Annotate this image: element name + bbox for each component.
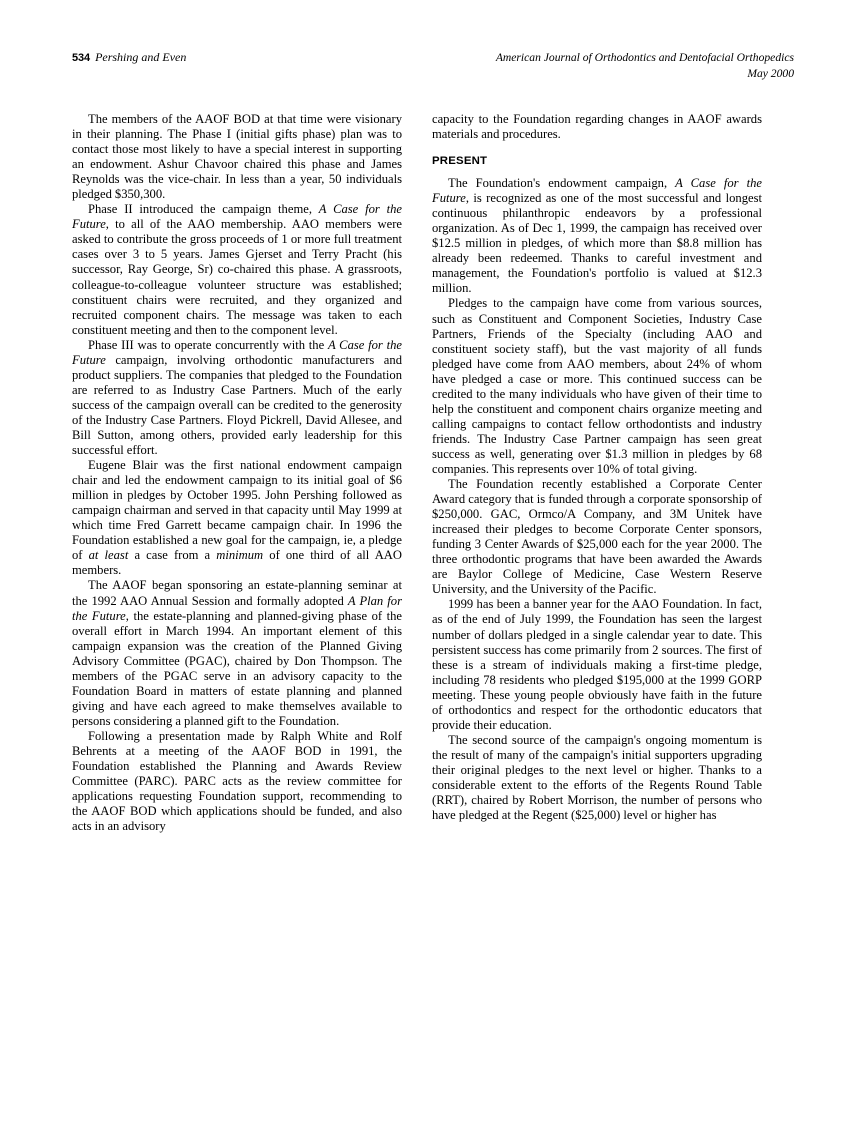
italic-title: at least [88, 548, 129, 563]
text-run: campaign, involving orthodontic manufacturers and product suppliers. The companies that pledged to the Foundation are referred to as Industry Case Partners. Much of the early success of the campaign overall can be credited to the generosity of the Industry Case Partners. Floyd Pickrell, David Allesee, and Bill Sutton, among others, provided early leadership for this successful effort. [72, 352, 402, 458]
text-run: Eugene Blair was the first national endowment campaign chair and led the endowment campaign to its initial goal of $6 million in pledges by October 1995. John Pershing followed as campaign chairman and served in that capacity until May 1999 at which time Fred Garrett became campaign chair. In 1996 the Foundation established a new goal for the campaign, ie, a pledge of [72, 458, 402, 563]
text-run: Pledges to the campaign have come from various sources, such as Constituent and Component Societies, Industry Case Partners, Friends of the Specialty (including AAO and constituent society staff), but the vast majority of all funds pledged have come from AAO members, about 24% of whom have pledged a case or more. This continued success can be credited to the many individuals who have given of their time to help the constituent and component chairs organize meeting and calling campaigns to contact fellow orthodontists and industry friends. The Industry Case Partner campaign has seen great success as well, generating over $1.3 million in pledges by 68 companies. This represents over 10% of total giving. [432, 296, 762, 476]
italic-title: A Case for the Future, [72, 202, 402, 232]
paragraph [72, 112, 402, 202]
text-run: The Foundation recently established a Corporate Center Award category that is funded through a corporate sponsorship of $250,000. GAC, Ormco/A Company, and 3M Unitek have increased their pledges to become Corporate Center sponsors, funding 3 Center Awards of $25,000 each for the year 2000. The three orthodontic programs that have been awarded the Awards are Baylor College of Medicine, Case Western Reserve University, and the University of the Pacific. [432, 477, 762, 597]
running-head-authors: Pershing and Even [95, 50, 187, 64]
right-column-paragraphs [432, 176, 762, 823]
paragraph [432, 477, 762, 597]
column-right [432, 112, 762, 823]
paragraph [432, 733, 762, 823]
running-head-right [496, 50, 794, 82]
text-run: Phase III was to operate concurrently with the [88, 337, 328, 352]
issue-date: May 2000 [747, 67, 794, 80]
paragraph [72, 338, 402, 458]
text-run: The Foundation's endowment campaign, [448, 176, 676, 191]
section-heading-present: PRESENT [432, 155, 488, 168]
running-head-left [72, 50, 186, 65]
paragraph [432, 176, 762, 296]
paragraph [72, 578, 402, 728]
text-run: to all of the AAO membership. AAO members were asked to contribute the gross proceeds of 1 or more full treatment cases over 3 to 5 years. James Gjerset and Terry Pracht (his successor, Ray George, Sr) co-chaired this phase. A grassroots, colleague-to-colleague volunteer structure was established; constituent chairs were recruited, and they organized and recruited component chairs. The message was taken to each constituent meeting and then to the component level. [72, 217, 402, 337]
right-column-continuation [432, 112, 762, 142]
left-column-paragraphs [72, 112, 402, 834]
paragraph [432, 296, 762, 477]
text-run: a case from a [128, 548, 217, 563]
text-run: 1999 has been a banner year for the AAO Foundation. In fact, as of the end of July 1999, the Foundation has seen the largest number of dollars pledged in a single calendar year to date. This persistent success has come primarily from 2 sources. The first of these is a stream of individuals making a first-time pledge, including 78 residents who pledged $195,000 at the 1999 GORP meeting. These young people obviously have faith in the future of orthodontics and respect for the orthodontic educators that provide their education. [432, 597, 762, 732]
text-run: of one third of all AAO members. [72, 548, 402, 578]
text-run: , is recognized as one of the most successful and longest continuous philanthropic endeavors by a professional organization. As of Dec 1, 1999, the campaign has received over $12.5 million in pledges, of which more than $8.8 million has already been redeemed. Thanks to careful investment and management, the Foundation's portfolio is valued at $12.3 million. [432, 191, 762, 296]
italic-title: A Case for the Future [432, 176, 762, 206]
italic-title: A Case for the Future [72, 337, 402, 367]
italic-title: minimum [216, 548, 264, 563]
text-run: The members of the AAOF BOD at that time were visionary in their planning. The Phase I (initial gifts phase) plan was to contact those most likely to have a special interest in supporting an endowment. Ashur Chavoor chaired this phase and James Reynolds was the vice-chair. In less than a year, 50 individuals pledged $350,300. [72, 112, 402, 202]
paragraph [72, 729, 402, 834]
page-folio-number: 534 [72, 52, 91, 64]
text-run: The AAOF began sponsoring an estate-planning seminar at the 1992 AAO Annual Session and formally adopted [72, 578, 402, 608]
column-left [72, 112, 402, 834]
paragraph [432, 112, 762, 142]
text-run: capacity to the Foundation regarding changes in AAOF awards materials and procedures. [432, 112, 762, 142]
paragraph [72, 202, 402, 337]
text-run: Following a presentation made by Ralph White and Rolf Behrents at a meeting of the AAOF BOD in 1991, the Foundation established the Planning and Awards Review Committee (PARC). PARC acts as the review committee for applications requesting Foundation support, recommending to the AAOF BOD which applications should be funded, and also acts in an advisory [72, 728, 402, 834]
paragraph [432, 597, 762, 732]
text-run: The second source of the campaign's ongoing momentum is the result of many of the campaign's initial supporters upgrading their original pledges to the next level or higher. Thanks to a considerable extent to the efforts of the Regents Round Table (RRT), chaired by Robert Morrison, the number of persons who have pledged at the Regent ($25,000) level or higher has [432, 732, 762, 823]
italic-title: A Plan for the Future [72, 593, 402, 623]
paragraph [72, 458, 402, 578]
journal-title: American Journal of Orthodontics and Dentofacial Orthopedics [495, 51, 794, 64]
running-head [72, 50, 794, 90]
text-run: Phase II introduced the campaign theme, [88, 202, 319, 217]
text-run: , the estate-planning and planned-giving phase of the overall effort in March 1994. An important element of this campaign expansion was the creation of the Planned Giving Advisory Committee (PGAC), chaired by Don Thompson. The members of the PGAC serve in an advisory capacity to the Foundation Board in matters of estate planning and planned giving and have each agreed to make themselves available to persons considering a planned gift to the Foundation. [72, 608, 402, 728]
